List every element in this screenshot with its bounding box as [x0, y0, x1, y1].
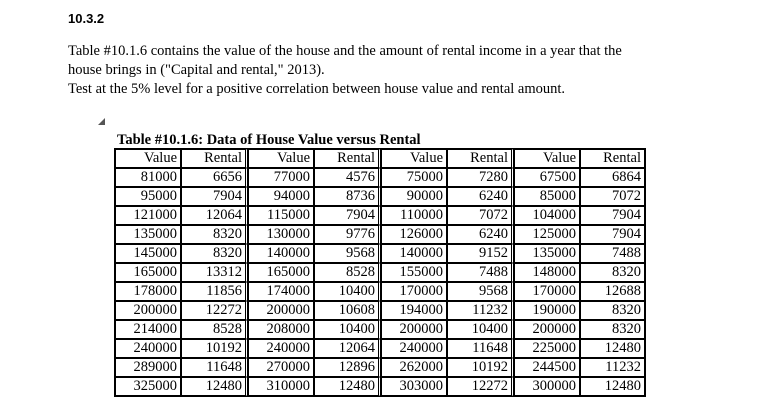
rental-cell: 7488 — [447, 263, 514, 282]
column-header-rental: Rental — [314, 149, 381, 168]
value-cell: 262000 — [381, 358, 447, 377]
value-cell: 194000 — [381, 301, 447, 320]
column-header-value: Value — [381, 149, 447, 168]
section-heading: 10.3.2 — [68, 11, 105, 26]
value-cell: 174000 — [248, 282, 314, 301]
rental-cell: 6240 — [447, 225, 514, 244]
value-cell: 85000 — [514, 187, 580, 206]
table-row — [115, 320, 645, 339]
value-cell: 110000 — [381, 206, 447, 225]
table-row — [115, 358, 645, 377]
rental-cell: 8320 — [580, 263, 645, 282]
rental-cell: 12480 — [181, 377, 248, 396]
rental-cell: 12480 — [580, 377, 645, 396]
value-cell: 170000 — [381, 282, 447, 301]
rental-cell: 6656 — [181, 168, 248, 187]
rental-cell: 7072 — [580, 187, 645, 206]
column-header-value: Value — [514, 149, 580, 168]
rental-cell: 9568 — [314, 244, 381, 263]
test-instruction: Test at the 5% level for a positive correlation between house value and rental amount. — [68, 81, 566, 97]
rental-cell: 8528 — [181, 320, 248, 339]
value-cell: 170000 — [514, 282, 580, 301]
value-cell: 67500 — [514, 168, 580, 187]
value-cell: 200000 — [115, 301, 181, 320]
rental-cell: 6864 — [580, 168, 645, 187]
rental-cell: 8528 — [314, 263, 381, 282]
rental-cell: 12272 — [447, 377, 514, 396]
rental-cell: 7904 — [314, 206, 381, 225]
value-cell: 244500 — [514, 358, 580, 377]
table-caption: Table #10.1.6: Data of House Value versus Rental — [117, 132, 421, 148]
table-body — [115, 168, 645, 396]
rental-cell: 10400 — [314, 320, 381, 339]
rental-cell: 11232 — [580, 358, 645, 377]
value-cell: 135000 — [115, 225, 181, 244]
rental-cell: 12064 — [314, 339, 381, 358]
table-row — [115, 168, 645, 187]
rental-cell: 10400 — [447, 320, 514, 339]
rental-cell: 7488 — [580, 244, 645, 263]
value-cell: 240000 — [381, 339, 447, 358]
value-cell: 310000 — [248, 377, 314, 396]
rental-cell: 10192 — [181, 339, 248, 358]
rental-cell: 8320 — [580, 320, 645, 339]
rental-cell: 10400 — [314, 282, 381, 301]
column-header-rental: Rental — [181, 149, 248, 168]
rental-cell: 9776 — [314, 225, 381, 244]
rental-cell: 12272 — [181, 301, 248, 320]
value-cell: 165000 — [115, 263, 181, 282]
value-cell: 140000 — [381, 244, 447, 263]
table-row — [115, 225, 645, 244]
anchor-marker-icon — [98, 118, 105, 125]
rental-cell: 6240 — [447, 187, 514, 206]
rental-cell: 8736 — [314, 187, 381, 206]
rental-cell: 8320 — [181, 244, 248, 263]
rental-cell: 7280 — [447, 168, 514, 187]
value-cell: 90000 — [381, 187, 447, 206]
rental-cell: 10192 — [447, 358, 514, 377]
value-cell: 94000 — [248, 187, 314, 206]
value-cell: 270000 — [248, 358, 314, 377]
table-row — [115, 206, 645, 225]
value-cell: 75000 — [381, 168, 447, 187]
rental-cell: 12480 — [314, 377, 381, 396]
value-cell: 155000 — [381, 263, 447, 282]
value-cell: 240000 — [248, 339, 314, 358]
column-header-rental: Rental — [580, 149, 645, 168]
table-row — [115, 187, 645, 206]
table-row — [115, 282, 645, 301]
rental-cell: 12480 — [580, 339, 645, 358]
rental-cell: 11648 — [181, 358, 248, 377]
value-cell: 165000 — [248, 263, 314, 282]
value-cell: 303000 — [381, 377, 447, 396]
value-cell: 289000 — [115, 358, 181, 377]
table-header-row — [115, 149, 645, 168]
value-cell: 121000 — [115, 206, 181, 225]
problem-line-1: Table #10.1.6 contains the value of the house and the amount of rental income in a year that the — [68, 43, 622, 59]
value-cell: 81000 — [115, 168, 181, 187]
value-cell: 130000 — [248, 225, 314, 244]
value-cell: 126000 — [381, 225, 447, 244]
value-cell: 190000 — [514, 301, 580, 320]
value-cell: 95000 — [115, 187, 181, 206]
rental-cell: 7904 — [580, 225, 645, 244]
value-cell: 148000 — [514, 263, 580, 282]
house-rental-table — [114, 148, 646, 397]
value-cell: 145000 — [115, 244, 181, 263]
table-row — [115, 244, 645, 263]
value-cell: 104000 — [514, 206, 580, 225]
rental-cell: 12688 — [580, 282, 645, 301]
rental-cell: 10608 — [314, 301, 381, 320]
value-cell: 225000 — [514, 339, 580, 358]
rental-cell: 8320 — [181, 225, 248, 244]
column-header-value: Value — [115, 149, 181, 168]
value-cell: 178000 — [115, 282, 181, 301]
value-cell: 208000 — [248, 320, 314, 339]
value-cell: 214000 — [115, 320, 181, 339]
problem-line-2: house brings in ("Capital and rental," 2013). — [68, 62, 325, 78]
rental-cell: 9152 — [447, 244, 514, 263]
value-cell: 200000 — [514, 320, 580, 339]
rental-cell: 9568 — [447, 282, 514, 301]
data-table-container — [114, 132, 646, 397]
column-header-value: Value — [248, 149, 314, 168]
rental-cell: 7072 — [447, 206, 514, 225]
rental-cell: 4576 — [314, 168, 381, 187]
value-cell: 240000 — [115, 339, 181, 358]
table-row — [115, 339, 645, 358]
value-cell: 200000 — [381, 320, 447, 339]
problem-description — [68, 42, 622, 80]
value-cell: 300000 — [514, 377, 580, 396]
rental-cell: 7904 — [580, 206, 645, 225]
rental-cell: 12064 — [181, 206, 248, 225]
value-cell: 115000 — [248, 206, 314, 225]
value-cell: 325000 — [115, 377, 181, 396]
value-cell: 140000 — [248, 244, 314, 263]
rental-cell: 12896 — [314, 358, 381, 377]
value-cell: 200000 — [248, 301, 314, 320]
value-cell: 135000 — [514, 244, 580, 263]
rental-cell: 11648 — [447, 339, 514, 358]
rental-cell: 11856 — [181, 282, 248, 301]
rental-cell: 8320 — [580, 301, 645, 320]
value-cell: 77000 — [248, 168, 314, 187]
table-row — [115, 263, 645, 282]
rental-cell: 13312 — [181, 263, 248, 282]
rental-cell: 11232 — [447, 301, 514, 320]
column-header-rental: Rental — [447, 149, 514, 168]
table-row — [115, 377, 645, 396]
rental-cell: 7904 — [181, 187, 248, 206]
table-row — [115, 301, 645, 320]
value-cell: 125000 — [514, 225, 580, 244]
